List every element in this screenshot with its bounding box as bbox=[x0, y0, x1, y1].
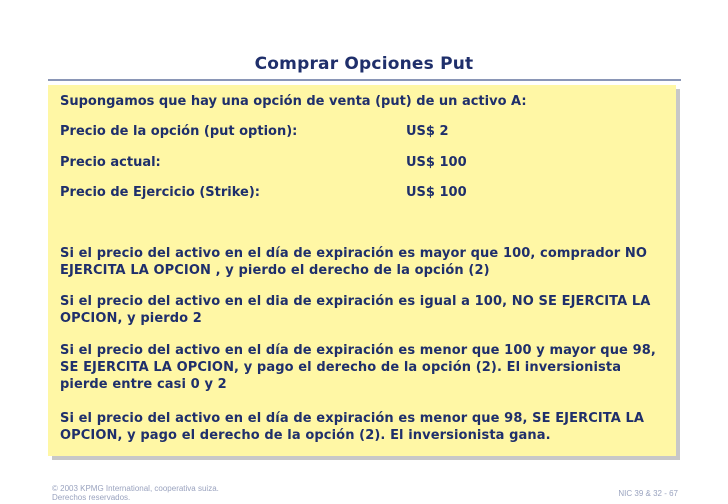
scenario-paragraph-4: Si el precio del activo en el día de expiración es menor que 98, SE EJERCITA LA OPCION, y pago el derecho de la opción (2). El inversionista gana. bbox=[60, 411, 645, 443]
row-label: Precio actual: bbox=[60, 155, 161, 170]
title-divider bbox=[48, 79, 681, 81]
scenario-paragraph-3: Si el precio del activo en el día de expiración es menor que 100 y mayor que 98, SE EJERCITA LA OPCION, y pago el derecho de la opción (2). El inversionista pierde entre casi 0 y 2 bbox=[60, 343, 656, 392]
row-option-price bbox=[60, 123, 660, 141]
copyright-line-1: © 2003 KPMG International, cooperativa suiza. bbox=[52, 484, 219, 493]
row-value: US$ 100 bbox=[406, 185, 467, 200]
footer-page-ref: NIC 39 & 32 - 67 bbox=[618, 489, 678, 498]
row-label: Precio de la opción (put option): bbox=[60, 124, 298, 139]
row-current-price bbox=[60, 154, 660, 172]
row-label: Precio de Ejercicio (Strike): bbox=[60, 185, 261, 200]
scenario-paragraph-1: Si el precio del activo en el día de expiración es mayor que 100, comprador NO EJERCITA LA OPCION , y pierdo el derecho de la opción (2) bbox=[60, 246, 648, 278]
intro-text: Supongamos que hay una opción de venta (put) de un activo A: bbox=[60, 94, 527, 109]
footer-copyright bbox=[52, 484, 219, 502]
content-panel bbox=[48, 85, 676, 456]
scenario-paragraph-2: Si el precio del activo en el dia de expiración es igual a 100, NO SE EJERCITA LA OPCION, y pierdo 2 bbox=[60, 294, 651, 326]
slide-title: Comprar Opciones Put bbox=[254, 54, 474, 74]
row-value: US$ 2 bbox=[406, 124, 449, 139]
row-value: US$ 100 bbox=[406, 155, 467, 170]
copyright-line-2: Derechos reservados. bbox=[52, 493, 131, 502]
row-strike-price bbox=[60, 184, 660, 202]
